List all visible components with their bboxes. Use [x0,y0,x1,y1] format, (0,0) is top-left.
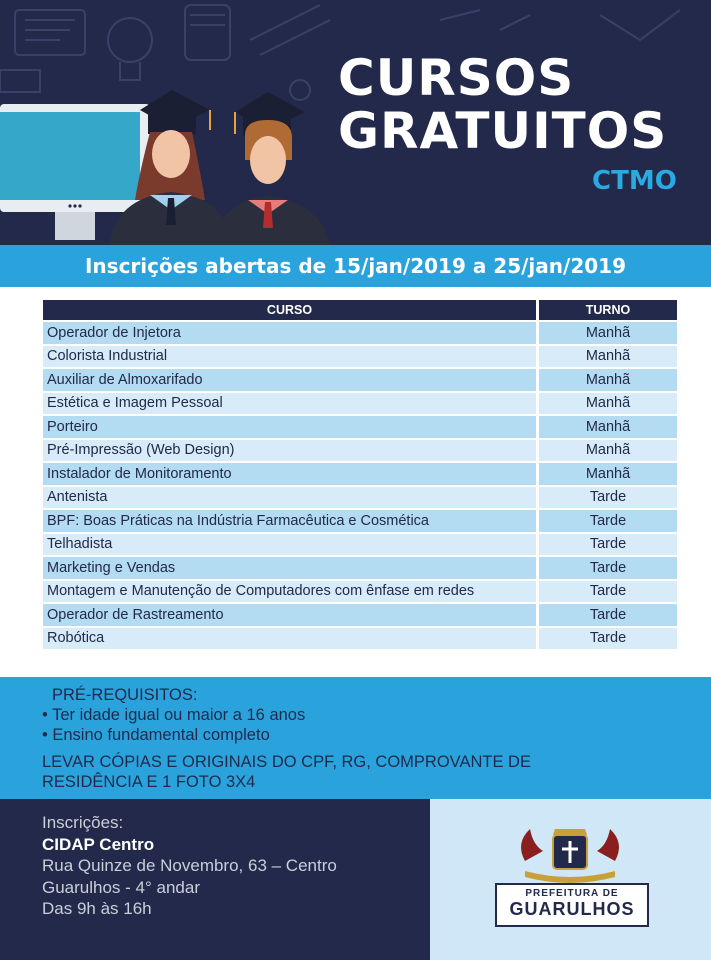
registration-banner [0,245,711,287]
course-shift: Manhã [539,440,677,462]
prerequisites-section [0,677,711,799]
registration-place: CIDAP Centro [42,834,155,854]
prerequisites-title: PRÉ-REQUISITOS: [52,686,198,704]
hero-header [0,0,711,245]
course-shift: Tarde [539,557,677,579]
column-header-curso: CURSO [43,300,539,320]
course-shift: Tarde [539,628,677,650]
crest-icon [495,821,645,885]
table-row [43,628,677,650]
graduate-student-icon [215,92,330,245]
course-name: Montagem e Manutenção de Computadores com ênfase em redes [43,581,539,603]
course-shift: Tarde [539,534,677,556]
course-shift: Manhã [539,369,677,391]
address-block [42,812,337,920]
table-row [43,510,677,532]
registration-label: Inscrições: [42,813,124,832]
course-shift: Manhã [539,346,677,368]
course-name: Operador de Rastreamento [43,604,539,626]
page-title [338,49,668,160]
course-name: BPF: Boas Práticas na Indústria Farmacêutica e Cosmética [43,510,539,532]
table-row [43,346,677,368]
course-name: Marketing e Vendas [43,557,539,579]
table-header-row [43,300,677,320]
graduates-illustration [0,80,340,245]
courses-table [43,298,677,651]
prerequisite-item: • Ensino fundamental completo [42,726,270,744]
table-row [43,534,677,556]
course-shift: Manhã [539,463,677,485]
course-name: Telhadista [43,534,539,556]
course-shift: Tarde [539,487,677,509]
banner-text: Inscrições abertas de 15/jan/2019 a 25/jan/2019 [84,254,626,278]
course-name: Robótica [43,628,539,650]
opening-hours: Das 9h às 16h [42,899,152,918]
course-name: Estética e Imagem Pessoal [43,393,539,415]
city-logo [495,883,649,927]
course-name: Colorista Industrial [43,346,539,368]
logo-line-2: GUARULHOS [509,899,635,919]
table-row [43,369,677,391]
course-shift: Manhã [539,416,677,438]
title-line-2: GRATUITOS [338,102,668,160]
course-name: Antenista [43,487,539,509]
table-row [43,393,677,415]
column-header-turno: TURNO [539,300,677,320]
course-shift: Manhã [539,322,677,344]
course-shift: Tarde [539,581,677,603]
course-name: Instalador de Monitoramento [43,463,539,485]
course-shift: Tarde [539,604,677,626]
logo-panel [430,799,711,960]
course-name: Auxiliar de Almoxarifado [43,369,539,391]
table-row [43,487,677,509]
table-row [43,463,677,485]
table-row [43,604,677,626]
page-subtitle: CTMO [592,166,677,196]
course-shift: Manhã [539,393,677,415]
address-line-1: Rua Quinze de Novembro, 63 – Centro [42,856,337,875]
table-row [43,557,677,579]
address-line-2: Guarulhos - 4° andar [42,877,200,897]
prerequisite-item: • Ter idade igual ou maior a 16 anos [42,706,306,724]
logo-line-1: PREFEITURA DE [525,888,619,899]
registration-info [0,799,430,960]
course-name: Operador de Injetora [43,322,539,344]
course-name: Porteiro [43,416,539,438]
course-shift: Tarde [539,510,677,532]
title-line-1: CURSOS [338,49,575,107]
table-row [43,581,677,603]
table-row [43,440,677,462]
table-row [43,416,677,438]
documents-note: LEVAR CÓPIAS E ORIGINAIS DO CPF, RG, COMPROVANTE DE RESIDÊNCIA E 1 FOTO 3X4 [42,753,531,791]
course-name: Pré-Impressão (Web Design) [43,440,539,462]
table-row [43,322,677,344]
